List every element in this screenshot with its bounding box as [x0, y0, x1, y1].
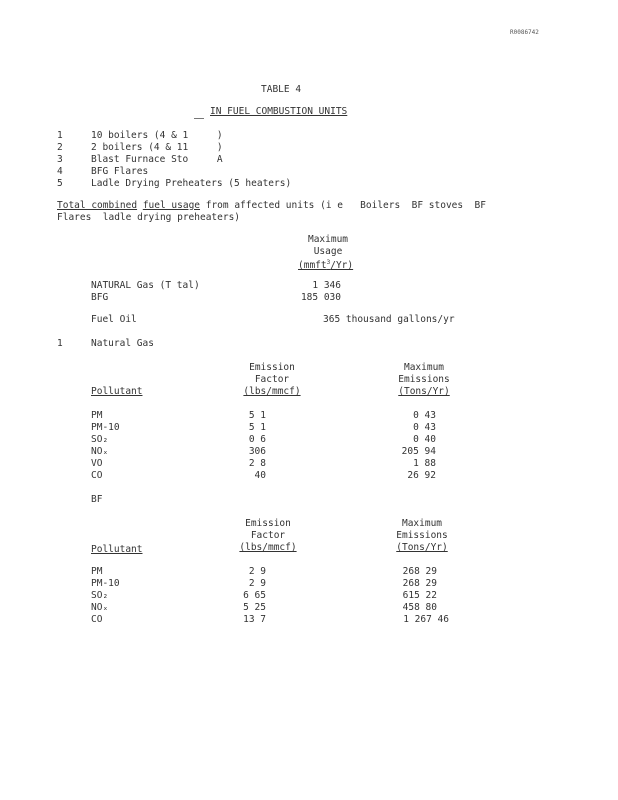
table-row-factor: 5 25 — [243, 602, 266, 613]
table-row-pollutant: NOₓ — [91, 446, 109, 457]
table-row-factor: 13 7 — [243, 614, 266, 625]
table-row-factor: 2 9 — [248, 578, 266, 589]
unit-num: 3 — [57, 154, 63, 165]
usage-unit-prefix: (mmft — [298, 260, 327, 272]
fuel-oil-value: 365 thousand gallons/yr — [323, 314, 455, 325]
usage-header-line2: Usage — [313, 246, 343, 257]
table-row-emissions: 205 94 — [401, 446, 436, 457]
table-row-factor: 40 — [254, 470, 266, 481]
table-title: TABLE 4 — [261, 84, 302, 95]
total-usage-label-a: Total combined — [57, 200, 138, 211]
t1-pollutant-header: Pollutant — [91, 386, 143, 397]
t2-ef-h1: Emission — [245, 518, 291, 529]
t1-ef-h1: Emission — [249, 362, 295, 373]
t1-max-h1: Maximum — [403, 362, 445, 373]
total-usage-label-b: fuel usage — [142, 200, 201, 211]
table-row-factor: 5 1 — [248, 422, 266, 433]
t1-max-h2: Emissions — [398, 374, 450, 385]
table-row-pollutant: PM — [91, 566, 103, 577]
usage-header-unit — [298, 257, 353, 271]
t1-max-h3: (Tons/Yr) — [398, 386, 450, 397]
usage-header-line1: Maximum — [307, 234, 349, 245]
table-row-emissions: 0 43 — [413, 410, 436, 421]
table-row-emissions: 268 29 — [402, 578, 437, 589]
table-row-factor: 0 6 — [248, 434, 266, 445]
t1-ef-h3: (lbs/mmcf) — [243, 386, 301, 397]
fuel-value: 1 346 — [312, 280, 341, 291]
t2-pollutant-header: Pollutant — [91, 544, 143, 555]
table-row-factor: 6 65 — [243, 590, 266, 601]
t2-max-h1: Maximum — [401, 518, 443, 529]
subtitle: IN FUEL COMBUSTION UNITS — [210, 106, 348, 117]
unit-text: Blast Furnace Sto A — [91, 154, 223, 165]
usage-unit-sup: 3 — [326, 259, 331, 266]
unit-text: 10 boilers (4 & 1 ) — [91, 130, 223, 141]
table-row-pollutant: CO — [91, 470, 103, 481]
fuel-name: NATURAL Gas (T tal) — [91, 280, 200, 291]
table-row-pollutant: PM-10 — [91, 578, 120, 589]
t2-ef-h2: Factor — [250, 530, 286, 541]
unit-num: 1 — [57, 130, 63, 141]
t2-ef-h3: (lbs/mmcf) — [239, 542, 297, 553]
page-id: R0086742 — [510, 29, 539, 36]
table-row-factor: 2 9 — [248, 566, 266, 577]
table-row-pollutant: SO₂ — [91, 434, 109, 445]
total-usage-line2: Flares ladle drying preheaters) — [57, 212, 241, 223]
table-row-emissions: 0 40 — [413, 434, 436, 445]
table-row-emissions: 1 267 46 — [403, 614, 449, 625]
subtitle-underline-stub — [194, 108, 204, 119]
table-row-emissions: 268 29 — [402, 566, 437, 577]
table-row-pollutant: VO — [91, 458, 103, 469]
table-row-pollutant: SO₂ — [91, 590, 109, 601]
section1-num: 1 — [57, 338, 63, 349]
unit-num: 5 — [57, 178, 63, 189]
unit-text: 2 boilers (4 & 11 ) — [91, 142, 223, 153]
table-row-emissions: 1 88 — [413, 458, 436, 469]
table-row-emissions: 458 80 — [402, 602, 437, 613]
table-row-pollutant: CO — [91, 614, 103, 625]
total-usage-line1 — [57, 200, 486, 211]
unit-num: 2 — [57, 142, 63, 153]
t2-max-h2: Emissions — [396, 530, 448, 541]
table-row-pollutant: PM-10 — [91, 422, 120, 433]
table-row-pollutant: NOₓ — [91, 602, 109, 613]
total-usage-rest: from affected units (i e Boilers BF stoves BF — [200, 200, 486, 211]
table-row-emissions: 26 92 — [407, 470, 436, 481]
section1-title: Natural Gas — [91, 338, 154, 349]
fuel-oil-name: Fuel Oil — [91, 314, 137, 325]
table-row-factor: 5 1 — [248, 410, 266, 421]
table-row-emissions: 0 43 — [413, 422, 436, 433]
fuel-name: BFG — [91, 292, 109, 303]
unit-text: Ladle Drying Preheaters (5 heaters) — [91, 178, 292, 189]
unit-num: 4 — [57, 166, 63, 177]
usage-unit-suffix: /Yr) — [330, 260, 354, 272]
table-row-factor: 2 8 — [248, 458, 266, 469]
section2-title: BF — [91, 494, 103, 505]
fuel-value: 185 030 — [300, 292, 341, 303]
table-row-factor: 306 — [248, 446, 266, 457]
table-row-pollutant: PM — [91, 410, 103, 421]
t1-ef-h2: Factor — [254, 374, 290, 385]
unit-text: BFG Flares — [91, 166, 149, 177]
t2-max-h3: (Tons/Yr) — [396, 542, 448, 553]
table-row-emissions: 615 22 — [402, 590, 437, 601]
